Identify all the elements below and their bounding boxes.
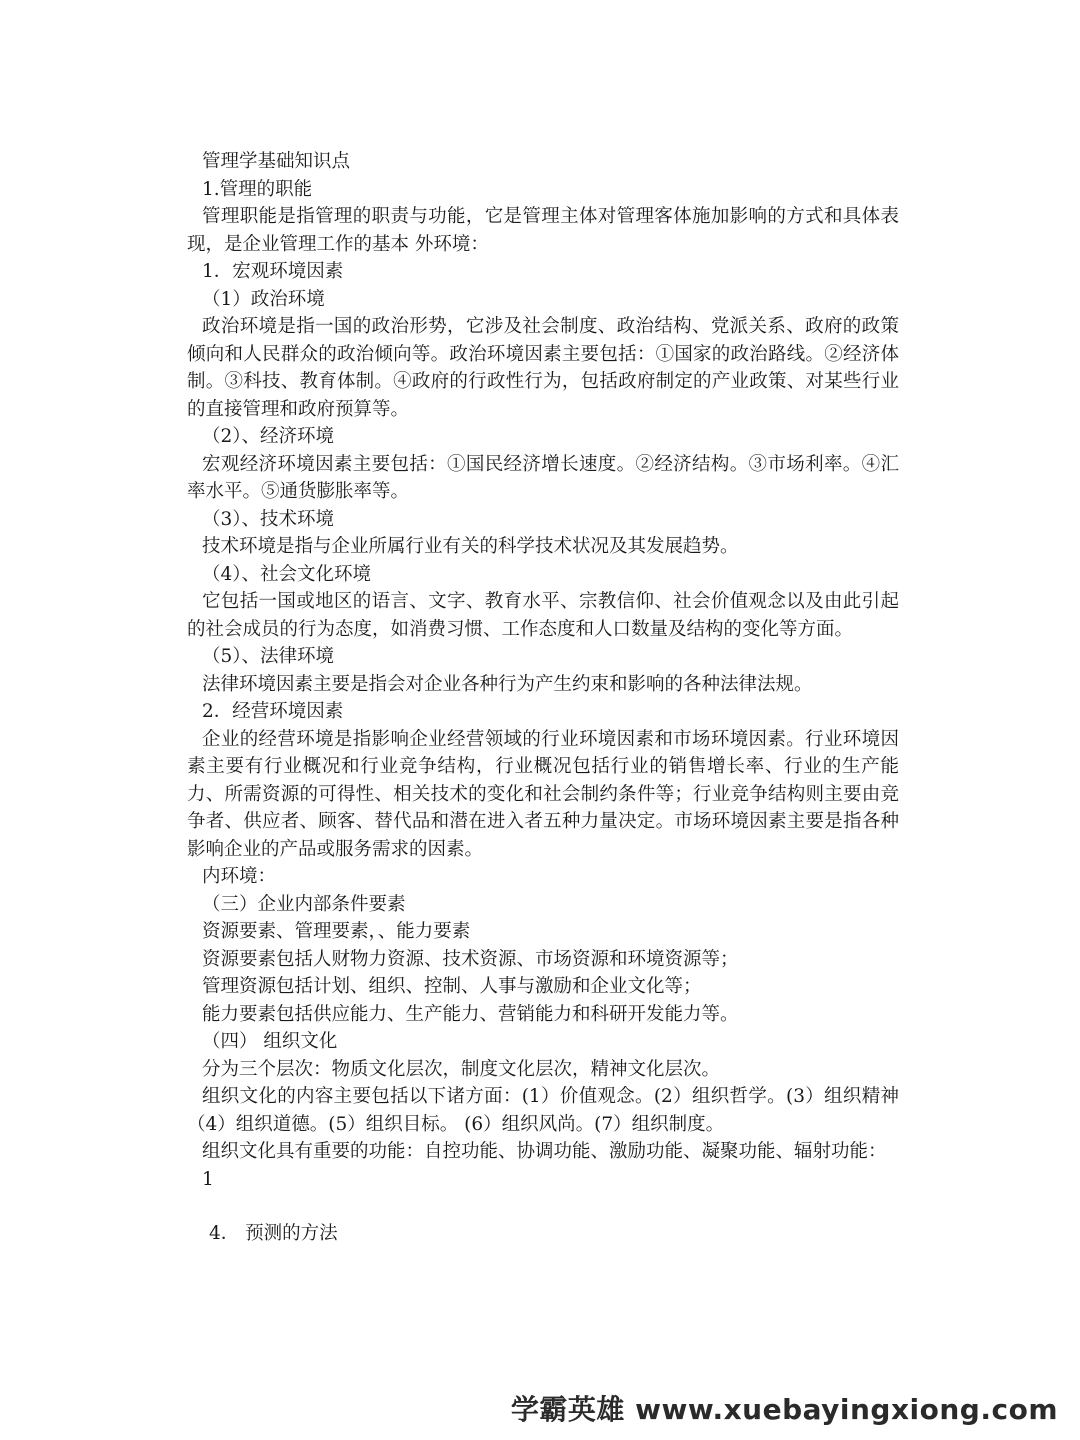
document-paragraph: （4）、社会文化环境 [202,563,372,585]
document-paragraph: 资源要素、管理要素，、能力要素 [202,921,471,942]
document-paragraph: 组织文化具有重要的功能：自控功能、协调功能、激励功能、凝聚功能、辐射功能： [202,1141,887,1162]
document-paragraph: 政治环境是指一国的政治形势，它涉及社会制度、政治结构、党派关系、政府的政策倾向和人民群众的政治倾向等。政治环境因素主要包括：①国家的政治路线。②经济体制。③科技、教育体制。④政府的行政性行为，包括政府制定的产业政策、对某些行业的直接管理和政府预算等。 [187,316,899,420]
document-paragraph: 能力要素包括供应能力、生产能力、营销能力和科研开发能力等。 [202,1003,739,1025]
document-paragraph: 宏观经济环境因素主要包括：①国民经济增长速度。②经济结构。③市场利率。④汇率水平。⑤通货膨胀率等。 [187,453,899,502]
site-watermark: 学霸英雄 www.xuebayingxiong.com [510,1393,1058,1426]
document-body [187,148,899,1248]
document-paragraph: 资源要素包括人财物力资源、技术资源、市场资源和环境资源等； [202,948,739,970]
document-paragraph: 法律环境因素主要是指会对企业各种行为产生约束和影响的各种法律法规。 [202,673,813,695]
document-paragraph: 4． 预测的方法 [209,1223,338,1244]
document-paragraph: （三）企业内部条件要素 [202,893,406,915]
document-paragraph: （四） 组织文化 [202,1031,338,1052]
document-paragraph: 企业的经营环境是指影响企业经营领域的行业环境因素和市场环境因素。行业环境因素主要有行业概况和行业竞争结构，行业概况包括行业的销售增长率、行业的生产能力、所需资源的可得性、相关技术的变化和社会制约条件等；行业竞争结构则主要由竞争者、供应者、顾客、替代品和潜在进入者五种力量决定。市场环境因素主要是指各种影响企业的产品或服务需求的因素。 [187,728,899,860]
document-paragraph: 1.管理的职能 [202,178,313,200]
document-paragraph: 管理资源包括计划、组织、控制、人事与激励和企业文化等； [202,976,702,997]
document-paragraph: （1）政治环境 [202,288,325,310]
document-paragraph: 1．宏观环境因素 [202,261,344,282]
document-paragraph: 2．经营环境因素 [202,701,344,722]
document-paragraph: 管理职能是指管理的职责与功能，它是管理主体对管理客体施加影响的方式和具体表现，是企业管理工作的基本 外环境： [187,206,899,255]
document-paragraph: 1 [202,1168,214,1190]
document-paragraph: （2）、经济环境 [202,426,335,447]
document-paragraph: （5）、法律环境 [202,646,335,667]
document-paragraph: 内环境： [202,866,277,887]
document-paragraph: 管理学基础知识点 [202,151,351,172]
document-paragraph: 组织文化的内容主要包括以下诸方面：(1）价值观念。(2）组织哲学。(3）组织精神（4）组织道德。(5）组织目标。 (6）组织风尚。(7）组织制度。 [187,1086,899,1135]
document-paragraph: 它包括一国或地区的语言、文字、教育水平、宗教信仰、社会价值观念以及由此引起的社会成员的行为态度，如消费习惯、工作态度和人口数量及结构的变化等方面。 [187,591,899,640]
document-paragraph: 技术环境是指与企业所属行业有关的科学技术状况及其发展趋势。 [202,536,739,557]
document-paragraph: 分为三个层次：物质文化层次，制度文化层次，精神文化层次。 [202,1058,721,1080]
document-paragraph: （3）、技术环境 [202,508,335,530]
